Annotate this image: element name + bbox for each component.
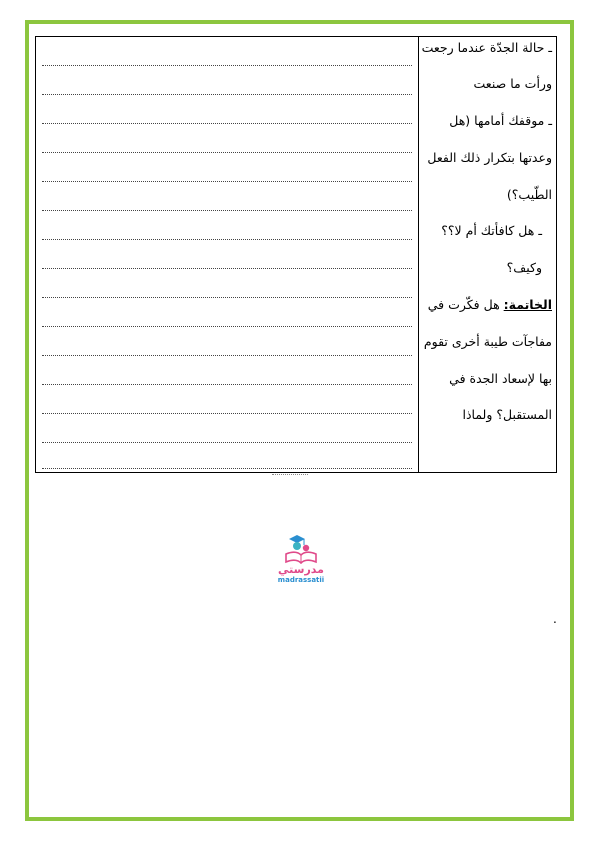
prompt-line: ورأت ما صنعت — [473, 76, 552, 91]
conclusion-prompt — [428, 297, 552, 312]
madrassatii-logo — [272, 534, 330, 584]
prompt-line: الطّيب؟) — [506, 187, 552, 202]
writing-area[interactable] — [42, 37, 412, 472]
dotted-writing-line — [42, 268, 412, 269]
dotted-writing-line — [42, 413, 412, 414]
dotted-writing-line — [42, 152, 412, 153]
dotted-writing-line — [42, 239, 412, 240]
prompts-column — [421, 37, 552, 472]
dotted-footer-strip — [272, 470, 308, 475]
dotted-writing-line — [42, 355, 412, 356]
prompt-line: مفاجآت طيبة أخرى تقوم — [423, 334, 552, 349]
prompt-line: وعدتها بتكرار ذلك الفعل — [427, 150, 552, 165]
dotted-writing-line — [42, 326, 412, 327]
end-dot: . — [553, 612, 557, 626]
dotted-writing-line — [42, 94, 412, 95]
conclusion-label: الخاتمة: — [503, 297, 552, 312]
answer-table — [35, 36, 557, 473]
conclusion-text: هل فكّرت في — [427, 297, 504, 312]
prompt-line: وكيف؟ — [506, 260, 542, 275]
dotted-writing-line — [42, 65, 412, 66]
logo-graduates-icon — [272, 534, 330, 564]
dotted-writing-line — [42, 210, 412, 211]
prompt-line: بها لإسعاد الجدة في — [449, 371, 552, 386]
dotted-writing-line — [42, 384, 412, 385]
prompt-line: المستقبل؟ ولماذا — [462, 407, 552, 422]
dotted-writing-line — [42, 442, 412, 443]
dotted-writing-line — [42, 181, 412, 182]
prompt-line: ـ هل كافأتك أم لا؟؟ — [441, 223, 542, 238]
dotted-writing-line — [42, 297, 412, 298]
prompt-line: ـ موقفك أمامها (هل — [449, 113, 552, 128]
dotted-writing-line — [42, 468, 412, 469]
column-divider — [418, 37, 419, 472]
dotted-writing-line — [42, 123, 412, 124]
prompt-line: ـ حالة الجدّة عندما رجعت — [421, 40, 552, 55]
logo-latin-text: madrassatii — [277, 576, 325, 584]
logo-arabic-text: مدرستي — [278, 563, 324, 576]
